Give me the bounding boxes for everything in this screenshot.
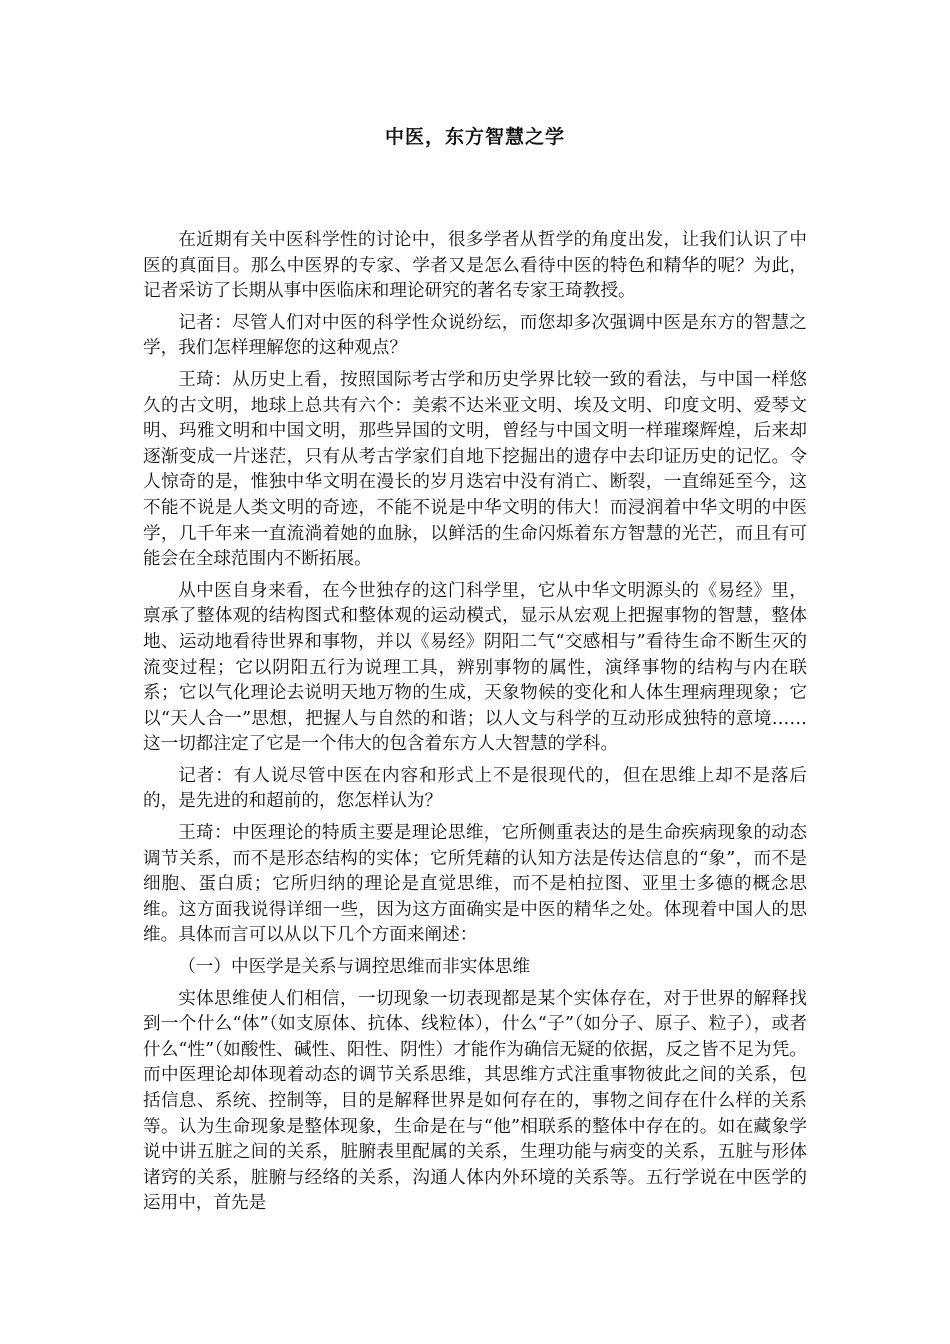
paragraph-wangqi-answer-2: 从中医自身来看，在今世独存的这门科学里，它从中华文明源头的《易经》里，禀承了整体观的结构图式和整体观的运动模式，显示从宏观上把握事物的智慧，整体地、运动地看待世界和事物，并以《易经》阴阳二气“交感相与”看待生命不断生灭的流变过程；它以阴阳五行为说理工具，辨别事物的属性，演绎事物的结构与内在联系；它以气化理论去说明天地万物的生成，天象物候的变化和人体生理病理现象；它以“天人合一”思想，把握人与自然的和谐；以人文与科学的互动形成独特的意境……这一切都注定了它是一个伟大的包含着东方人大智慧的学科。 bbox=[143, 580, 807, 755]
paragraph-wangqi-answer-1: 王琦：从历史上看，按照国际考古学和历史学界比较一致的看法，与中国一样悠久的古文明，地球上总共有六个：美索不达米亚文明、埃及文明、印度文明、爱琴文明、玛雅文明和中国文明，那些异国的文明，曾经与中国文明一样璀璨辉煌，后来却逐渐变成一片迷茫，只有从考古学家们自地下挖掘出的遗存中去印证历史的记忆。令人惊奇的是，惟独中华文明在漫长的岁月迭宕中没有消亡、断裂，一直绵延至今，这不能不说是人类文明的奇迹，不能不说是中华文明的伟大！而浸润着中华文明的中医学，几千年来一直流淌着她的血脉，以鲜活的生命闪烁着东方智慧的光芒，而且有可能会在全球范围内不断拓展。 bbox=[143, 369, 807, 570]
document-body bbox=[143, 228, 807, 1217]
document-page bbox=[143, 0, 807, 1223]
paragraph-wangqi-answer-3: 王琦：中医理论的特质主要是理论思维，它所侧重表达的是生命疾病现象的动态调节关系，而不是形态结构的实体；它所凭藉的认知方法是传达信息的“象”，而不是细胞、蛋白质；它所归纳的理论是直觉思维，而不是柏拉图、亚里士多德的概念思维。这方面我说得详细一些，因为这方面确实是中医的精华之处。体现着中国人的思维。具体而言可以从以下几个方面来阐述： bbox=[143, 823, 807, 946]
paragraph-intro: 在近期有关中医科学性的讨论中，很多学者从哲学的角度出发，让我们认识了中医的真面目。那么中医界的专家、学者又是怎么看待中医的特色和精华的呢？为此，记者采访了长期从事中医临床和理论研究的著名专家王琦教授。 bbox=[143, 230, 807, 302]
paragraph-section-body: 实体思维使人们相信，一切现象一切表现都是某个实体存在，对于世界的解释找到一个什么“体”（如支原体、抗体、线粒体），什么“子”（如分子、原子、粒子），或者什么“性”（如酸性、碱性、阳性、阴性）才能作为确信无疑的依据，反之皆不足为凭。而中医理论却体现着动态的调节关系思维，其思维方式注重事物彼此之间的关系，包括信息、系统、控制等，目的是解释世界是如何存在的，事物之间存在什么样的关系等。认为生命现象是整体现象，生命是在与“他”相联系的整体中存在的。如在藏象学说中讲五脏之间的关系，脏腑表里配属的关系，生理功能与病变的关系，五脏与形体诸窍的关系，脏腑与经络的关系，沟通人体内外环境的关系等。五行学说在中医学的运用中，首先是 bbox=[143, 988, 807, 1214]
paragraph-reporter-question-1: 记者：尽管人们对中医的科学性众说纷纭，而您却多次强调中医是东方的智慧之学，我们怎样理解您的这种观点？ bbox=[143, 312, 807, 359]
paragraph-reporter-question-2: 记者：有人说尽管中医在内容和形式上不是很现代的，但在思维上却不是落后的，是先进的和超前的，您怎样认为？ bbox=[143, 765, 807, 812]
section-heading: （一）中医学是关系与调控思维而非实体思维 bbox=[178, 957, 531, 978]
document-title: 中医，东方智慧之学 bbox=[384, 126, 565, 148]
